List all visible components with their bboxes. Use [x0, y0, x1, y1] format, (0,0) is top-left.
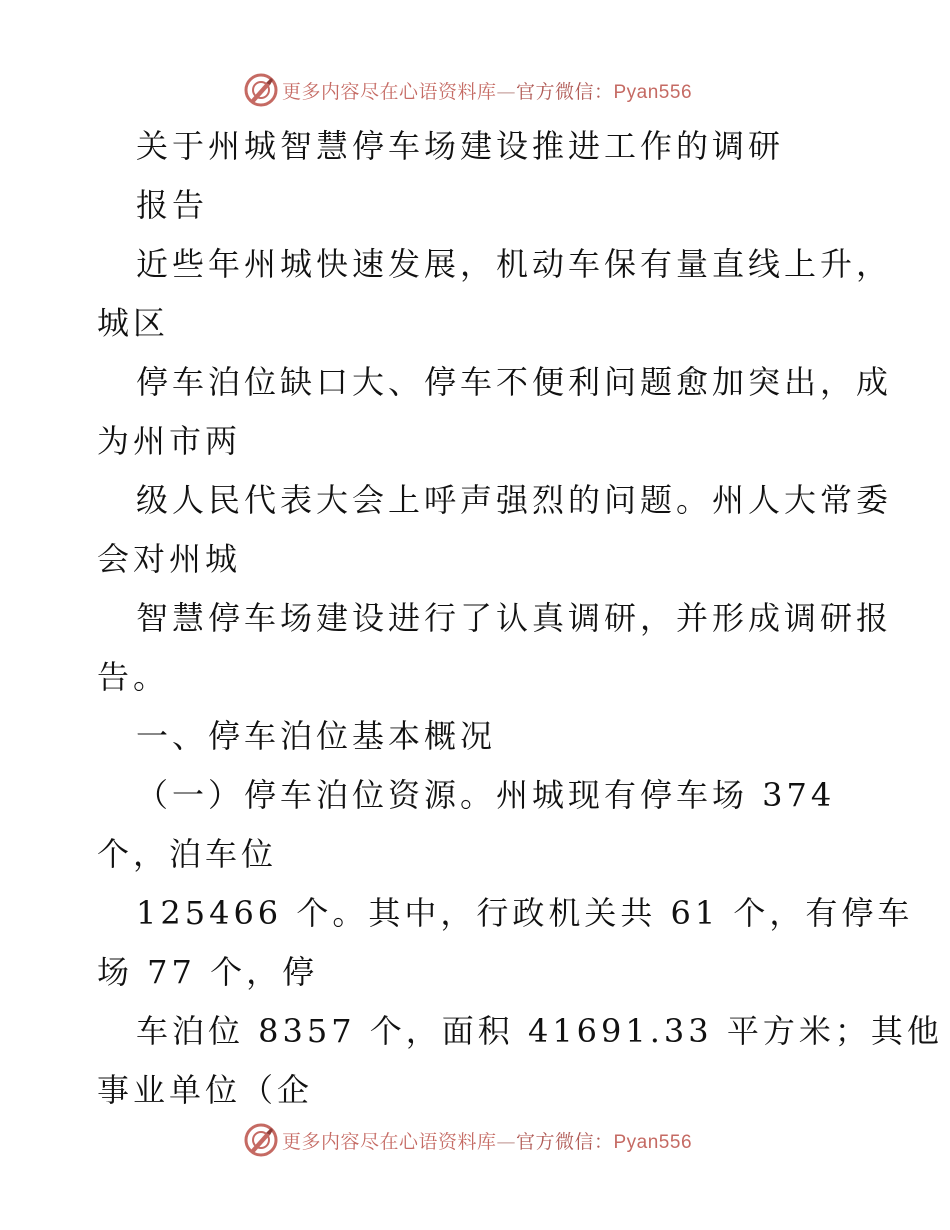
doc-line: 为州市两: [97, 422, 242, 460]
doc-line: 个，泊车位: [97, 835, 278, 873]
section-heading: 一、停车泊位基本概况: [136, 717, 497, 755]
footer-watermark: [0, 1120, 950, 1160]
doc-line: 车泊位 8357 个，面积 41691.33 平方米；其他: [136, 1012, 943, 1050]
doc-line: （一）停车泊位资源。州城现有停车场 374: [136, 776, 836, 814]
watermark-id: Pyan556: [613, 1131, 693, 1153]
watermark-text: [282, 1127, 692, 1154]
watermark-main: 更多内容尽在心语资料库: [281, 1130, 497, 1153]
doc-title-line-1: 关于州城智慧停车场建设推进工作的调研: [136, 127, 785, 165]
doc-title-line-2: 报告: [136, 186, 209, 224]
watermark-text: [282, 77, 692, 104]
doc-line: 125466 个。其中，行政机关共 61 个，有停车: [136, 894, 914, 932]
watermark-group: [244, 1123, 692, 1157]
logo-icon: [244, 73, 278, 107]
watermark-separator: —: [496, 1130, 516, 1153]
watermark-label: 官方微信：: [515, 80, 614, 103]
doc-line: 事业单位（企: [97, 1071, 314, 1109]
logo-icon: [244, 1123, 278, 1157]
doc-line: 近些年州城快速发展，机动车保有量直线上升，: [136, 245, 893, 283]
watermark-group: [244, 73, 692, 107]
header-watermark: [0, 70, 950, 110]
doc-line: 告。: [97, 658, 170, 696]
doc-line: 级人民代表大会上呼声强烈的问题。州人大常委: [136, 481, 893, 519]
watermark-main: 更多内容尽在心语资料库: [281, 80, 497, 103]
watermark-id: Pyan556: [613, 81, 693, 103]
doc-line: 城区: [97, 304, 170, 342]
watermark-separator: —: [496, 80, 516, 103]
doc-line: 会对州城: [97, 540, 242, 578]
doc-line: 场 77 个，停: [97, 953, 319, 991]
watermark-label: 官方微信：: [515, 1130, 614, 1153]
doc-line: 智慧停车场建设进行了认真调研，并形成调研报: [136, 599, 893, 637]
doc-line: 停车泊位缺口大、停车不便利问题愈加突出，成: [136, 363, 893, 401]
